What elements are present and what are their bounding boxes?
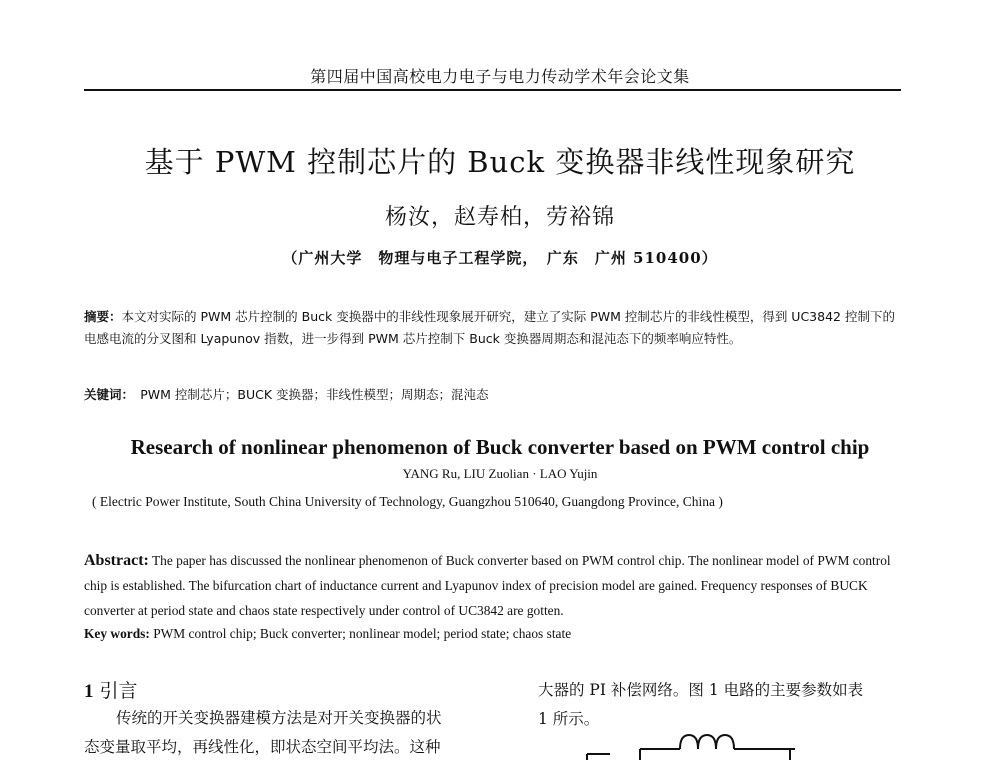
- affiliation-en: ( Electric Power Institute, South China University of Technology, Guangzhou 510640, Guangdong Province, China ): [92, 494, 723, 509]
- section-number: 1: [84, 681, 94, 702]
- authors-en: YANG Ru, LIU Zuolian · LAO Yujin: [402, 466, 598, 481]
- keywords-cn-text: PWM 控制芯片；BUCK 变换器；非线性模型；周期态；混沌态: [127, 387, 489, 402]
- body-text-line: 大器的 PI 补偿网络。图 1 电路的主要参数如表: [538, 681, 864, 699]
- abstract-cn-text: 本文对实际的 PWM 芯片控制的 Buck 变换器中的非线性现象展开研究，建立了实际 PWM 控制芯片的非线性模型，得到 UC3842 控制下的电感电流的分叉图和 Lyapunov 指数，进一步得到 PWM 芯片控制下 Buck 变换器周期态和混沌态下的频率响应特性。: [84, 309, 895, 346]
- header-rule: [84, 89, 901, 91]
- body-column-left: [84, 704, 496, 762]
- running-header: 第四届中国高校电力电子与电力传动学术年会论文集: [310, 67, 690, 86]
- abstract-en-label: Abstract:: [84, 552, 149, 569]
- keywords-cn-label: 关键词：: [84, 387, 128, 402]
- keywords-en-label: Key words:: [84, 626, 150, 641]
- abstract-cn: [84, 306, 904, 350]
- abstract-en: [84, 548, 904, 623]
- affiliation-cn: （广州大学 物理与电子工程学院， 广东 广州 510400）: [282, 249, 718, 267]
- body-column-right: [538, 676, 908, 734]
- body-text-line: 传统的开关变换器建模方法是对开关变换器的状: [116, 709, 442, 727]
- body-text-line: 1 所示。: [538, 710, 600, 728]
- circuit-diagram-fragment: [585, 727, 825, 760]
- keywords-cn: [84, 384, 904, 406]
- paper-title-cn: 基于 PWM 控制芯片的 Buck 变换器非线性现象研究: [144, 145, 856, 179]
- abstract-cn-label: 摘要：: [84, 309, 122, 324]
- paper-title-en: Research of nonlinear phenomenon of Buck converter based on PWM control chip: [130, 435, 870, 459]
- section-title: 引言: [99, 680, 138, 702]
- body-text-line: 态变量取平均，再线性化，即状态空间平均法。这种: [84, 738, 441, 756]
- authors-cn: 杨汝，赵寿柏，劳裕锦: [384, 205, 615, 230]
- section-heading: [84, 676, 138, 703]
- keywords-en: [84, 626, 904, 642]
- keywords-en-text: PWM control chip; Buck converter; nonlinear model; period state; chaos state: [149, 626, 572, 641]
- abstract-en-text: The paper has discussed the nonlinear phenomenon of Buck converter based on PWM control chip. The nonlinear model of PWM control chip is established. The bifurcation chart of inductance current and Lyapunov index of precision model are gained. Frequency responses of BUCK converter at period state and chaos state respectively under control of UC3842 are gotten.: [84, 553, 891, 618]
